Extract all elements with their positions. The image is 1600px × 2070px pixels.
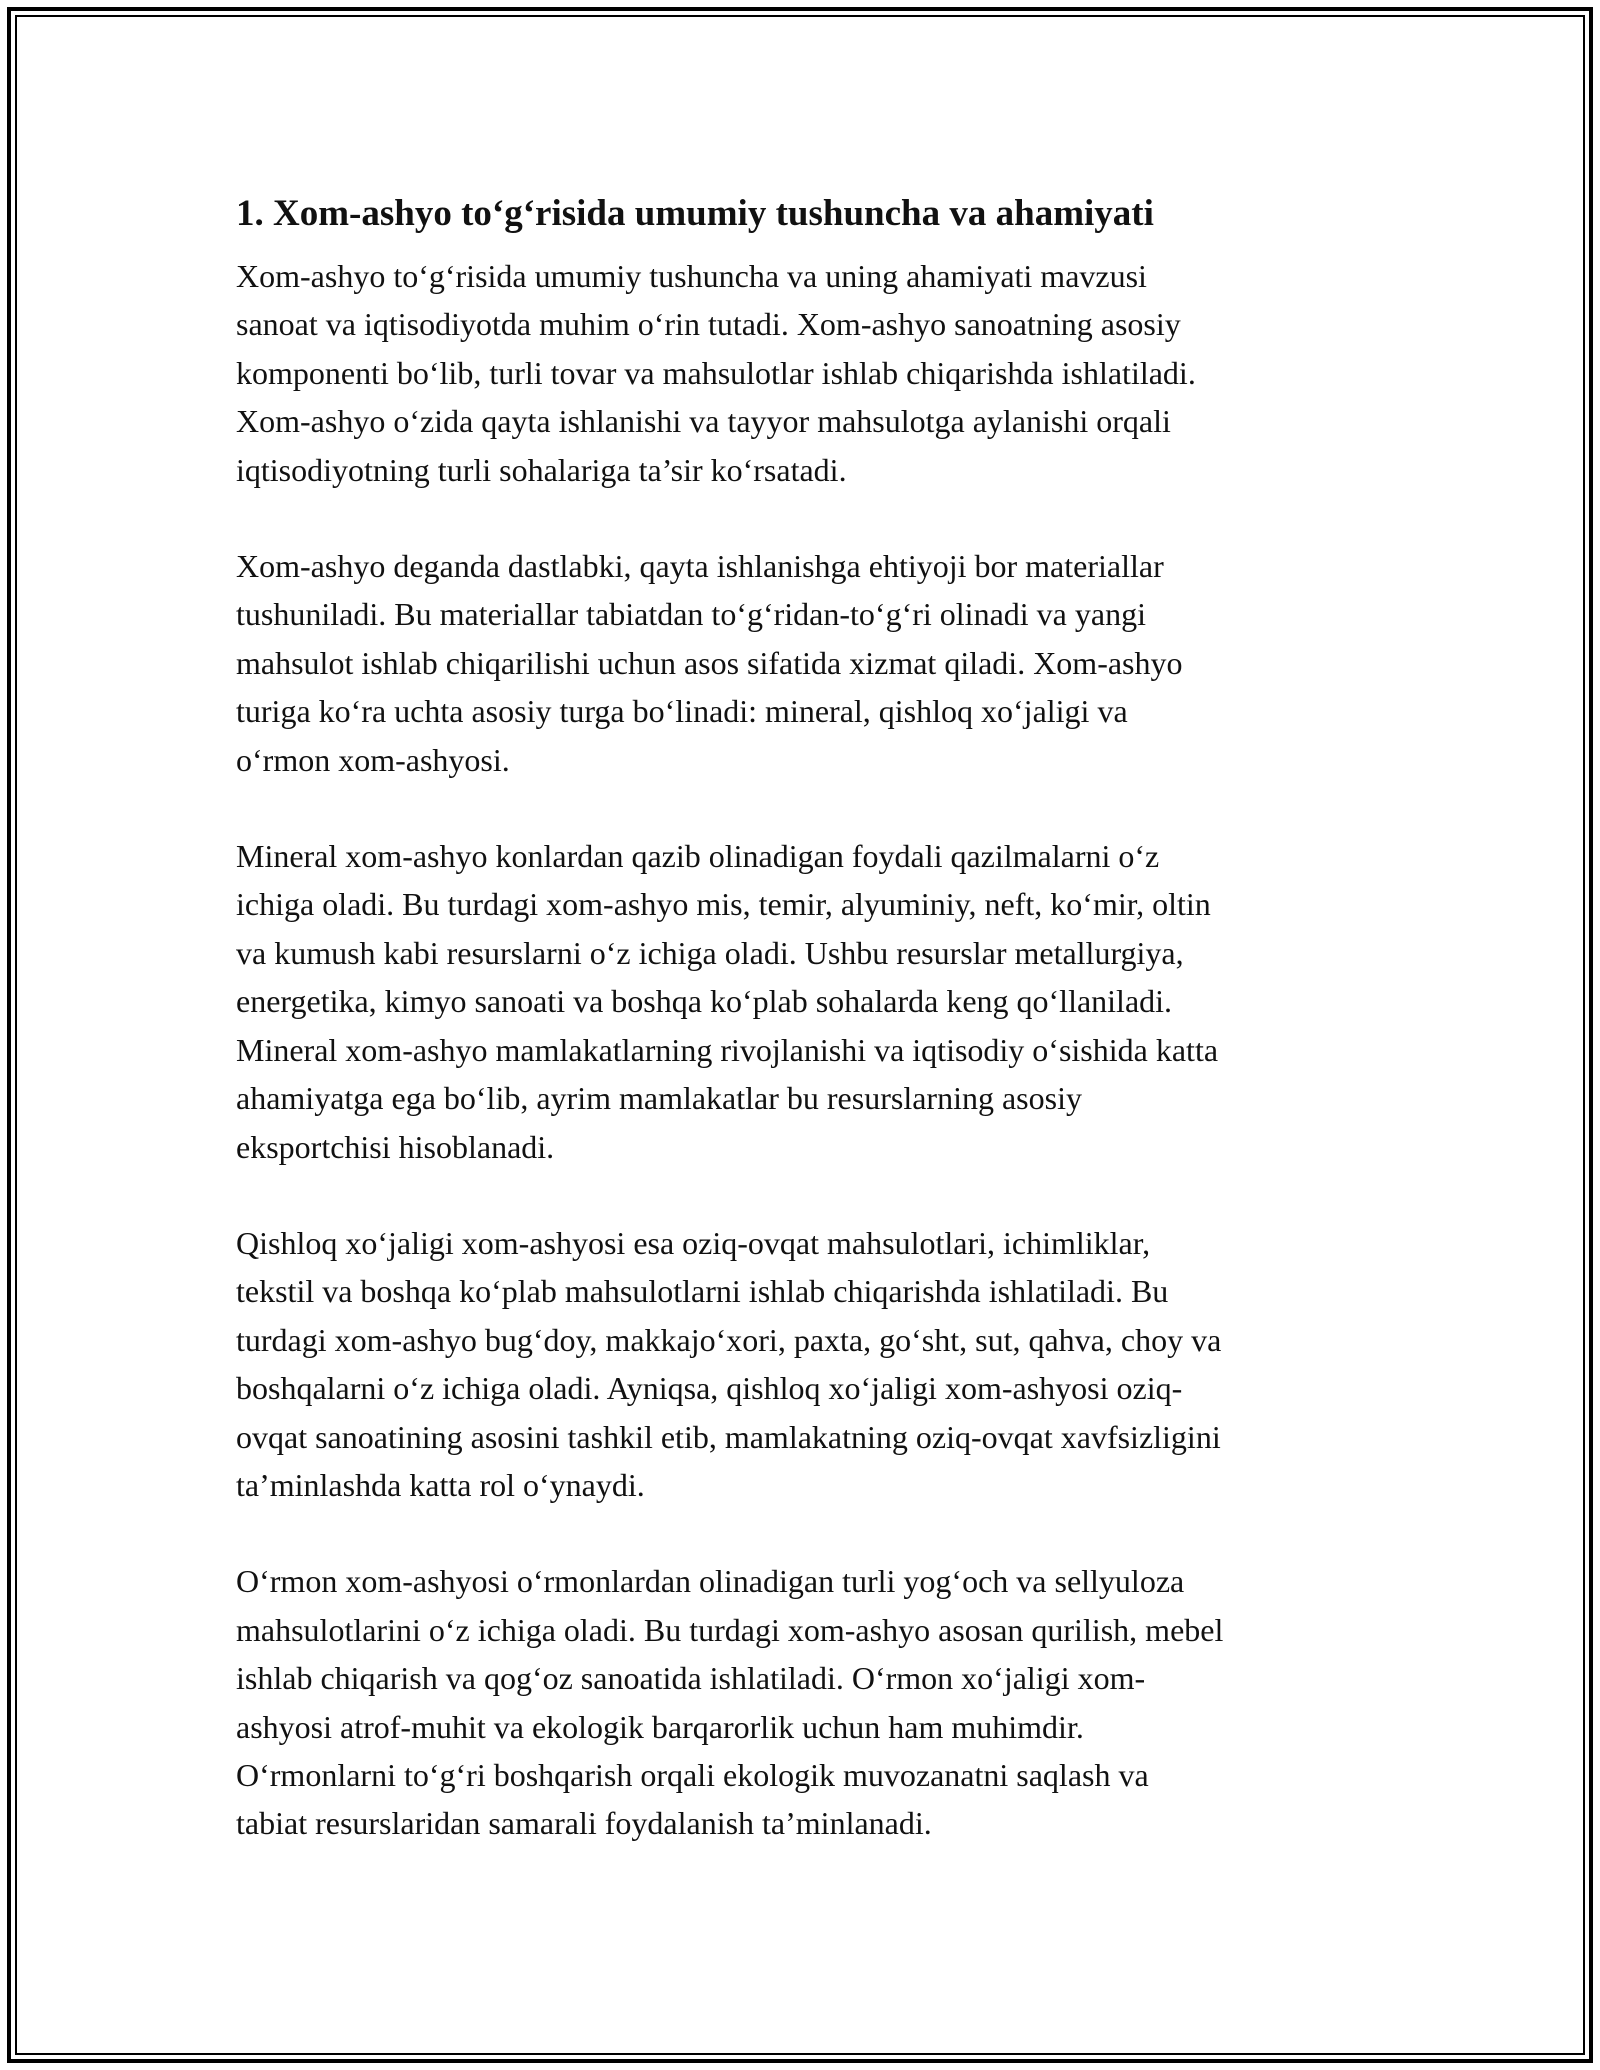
text-line: Mineral xom-ashyo konlardan qazib olinadigan foydali qazilmalarni o‘z xyxy=(236,838,1160,875)
text-line: turdagi xom-ashyo bug‘doy, makkajo‘xori, paxta, go‘sht, sut, qahva, choy va xyxy=(236,1321,1222,1358)
section-heading: 1. Xom-ashyo to‘g‘risida umumiy tushuncha va ahamiyati xyxy=(236,193,1154,234)
text-line: tushuniladi. Bu materiallar tabiatdan to‘g‘ridan-to‘g‘ri olinadi va yangi xyxy=(236,596,1146,633)
text-line: mahsulotlarini o‘z ichiga oladi. Bu turdagi xom-ashyo asosan qurilish, mebel xyxy=(236,1611,1224,1648)
text-line: Xom-ashyo o‘zida qayta ishlanishi va tayyor mahsulotga aylanishi orqali xyxy=(236,403,1171,440)
text-line: O‘rmon xom-ashyosi o‘rmonlardan olinadigan turli yog‘och va sellyuloza xyxy=(236,1563,1185,1600)
text-line: ashyosi atrof-muhit va ekologik barqarorlik uchun ham muhimdir. xyxy=(236,1708,1084,1745)
text-line: ishlab chiqarish va qog‘oz sanoatida ishlatiladi. O‘rmon xo‘jaligi xom- xyxy=(236,1660,1146,1697)
text-line: boshqalarni o‘z ichiga oladi. Ayniqsa, qishloq xo‘jaligi xom-ashyosi oziq- xyxy=(236,1370,1183,1407)
text-line: sanoat va iqtisodiyotda muhim o‘rin tutadi. Xom-ashyo sanoatning asosiy xyxy=(236,306,1181,343)
paragraph xyxy=(236,252,1386,494)
text-line: Xom-ashyo to‘g‘risida umumiy tushuncha va uning ahamiyati mavzusi xyxy=(236,258,1147,294)
text-line: O‘rmonlarni to‘g‘ri boshqarish orqali ekologik muvozanatni saqlash va xyxy=(236,1756,1149,1793)
text-line: komponenti bo‘lib, turli tovar va mahsulotlar ishlab chiqarishda ishlatiladi. xyxy=(236,354,1196,391)
text-line: va kumush kabi resurslarni o‘z ichiga oladi. Ushbu resurslar metallurgiya, xyxy=(236,934,1184,971)
document-body xyxy=(236,186,1386,1896)
text-line: o‘rmon xom-ashyosi. xyxy=(236,741,510,778)
text-line: tabiat resurslaridan samarali foydalanish ta’minlanadi. xyxy=(236,1805,932,1842)
text-line: ahamiyatga ega bo‘lib, ayrim mamlakatlar bu resurslarning asosiy xyxy=(236,1080,1082,1117)
text-line: ichiga oladi. Bu turdagi xom-ashyo mis, temir, alyuminiy, neft, ko‘mir, oltin xyxy=(236,886,1211,923)
text-line: Xom-ashyo deganda dastlabki, qayta ishlanishga ehtiyoji bor materiallar xyxy=(236,548,1164,585)
paragraph xyxy=(236,1219,1386,1509)
text-line: energetika, kimyo sanoati va boshqa ko‘plab sohalarda keng qo‘llaniladi. xyxy=(236,983,1173,1020)
text-line: Qishloq xo‘jaligi xom-ashyosi esa oziq-ovqat mahsulotlari, ichimliklar, xyxy=(236,1224,1151,1261)
text-line: Mineral xom-ashyo mamlakatlarning rivojlanishi va iqtisodiy o‘sishida katta xyxy=(236,1031,1219,1068)
text-line: mahsulot ishlab chiqarilishi uchun asos sifatida xizmat qiladi. Xom-ashyo xyxy=(236,644,1183,681)
text-line: turiga ko‘ra uchta asosiy turga bo‘linadi: mineral, qishloq xo‘jaligi va xyxy=(236,693,1128,730)
text-line: tekstil va boshqa ko‘plab mahsulotlarni ishlab chiqarishda ishlatiladi. Bu xyxy=(236,1273,1169,1310)
text-line: iqtisodiyotning turli sohalariga ta’sir ko‘rsatadi. xyxy=(236,451,847,488)
paragraph xyxy=(236,542,1386,784)
paragraph xyxy=(236,832,1386,1171)
text-line: ta’minlashda katta rol o‘ynaydi. xyxy=(236,1466,645,1503)
text-line: ovqat sanoatining asosini tashkil etib, mamlakatning oziq-ovqat xavfsizligini xyxy=(236,1418,1221,1455)
text-line: eksportchisi hisoblanadi. xyxy=(236,1128,555,1165)
paragraph-list xyxy=(236,252,1386,1848)
paragraph xyxy=(236,1557,1386,1847)
